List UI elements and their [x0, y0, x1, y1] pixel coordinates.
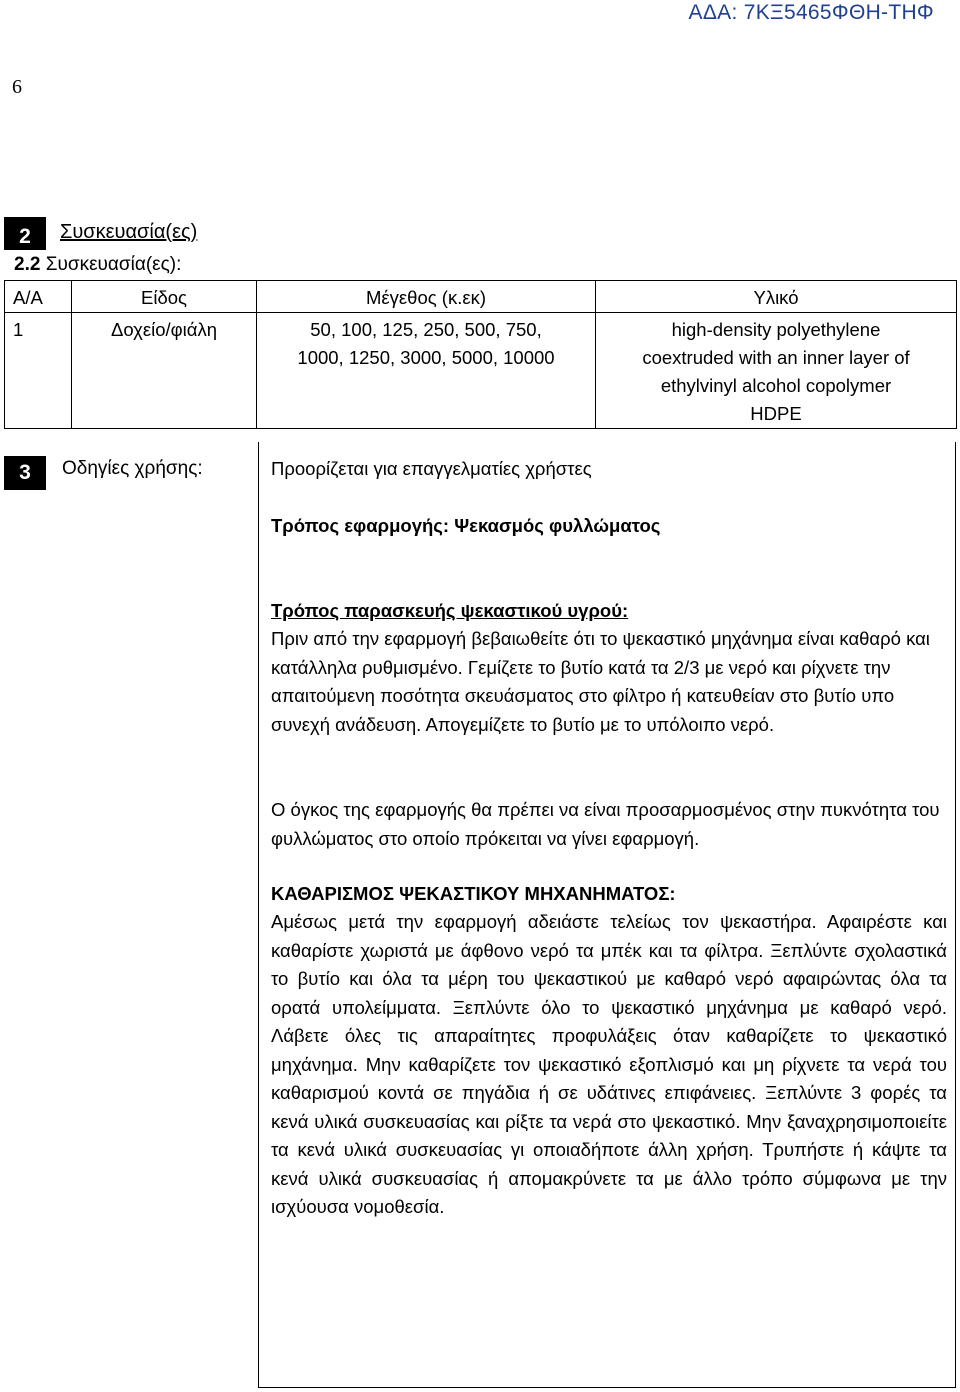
- material-line-1: high-density polyethylene: [671, 319, 881, 340]
- cell-size: [257, 313, 596, 429]
- material-line-3: ethylvinyl alcohol copolymer: [660, 375, 892, 396]
- cell-aa: 1: [5, 313, 72, 429]
- section-3-number: 3: [4, 456, 46, 490]
- header-size: Μέγεθος (κ.εκ): [257, 281, 596, 313]
- material-line-2: coextruded with an inner layer of: [642, 347, 910, 368]
- cleaning-heading: ΚΑΘΑΡΙΣΜΟΣ ΨΕΚΑΣΤΙΚΟΥ ΜΗΧΑΝΗΜΑΤΟΣ:: [271, 883, 676, 904]
- header-material: Υλικό: [596, 281, 957, 313]
- size-line-2: 1000, 1250, 3000, 5000, 10000: [297, 347, 555, 368]
- size-line-1: 50, 100, 125, 250, 500, 750,: [310, 319, 542, 340]
- prep-heading: Τρόπος παρασκευής ψεκαστικού υγρού:: [271, 600, 629, 621]
- subsection-title: Συσκευασία(ες):: [40, 254, 182, 275]
- intended-users: Προορίζεται για επαγγελματίες χρήστες: [271, 458, 592, 479]
- header-aa: Α/Α: [5, 281, 72, 313]
- cell-material: [596, 313, 957, 429]
- subsection-number: 2.2: [14, 254, 41, 275]
- table-header-row: [5, 281, 957, 313]
- prep-text: Πριν από την εφαρμογή βεβαιωθείτε ότι το ψεκαστικό μηχάνημα είναι καθαρό και κατάλληλα ρυθμισμένο. Γεμίζετε το βυτίο κατά τα 2/3 με νερό και ρίχνετε την απαιτούμενη ποσότητα σκευάσματος στο φίλτρο ή κατευθείαν στο βυτίο υπο συνεχή ανάδευση. Απογεμίζετε το βυτίο με το υπόλοιπο νερό.: [271, 628, 930, 735]
- application-method: Τρόπος εφαρμογής: Ψεκασμός φυλλώματος: [271, 515, 661, 536]
- ada-code: ΑΔΑ: 7ΚΞ5465ΦΘΗ-ΤΗΦ: [688, 1, 934, 24]
- page-number: 6: [12, 76, 22, 98]
- material-line-4: HDPE: [750, 403, 802, 424]
- header-type: Είδος: [72, 281, 257, 313]
- section-3: [4, 442, 956, 1382]
- subsection-2-2: [14, 254, 181, 276]
- section-2-title: Συσκευασία(ες): [60, 221, 198, 243]
- packaging-table: [4, 280, 957, 429]
- section-2-header: [4, 212, 956, 250]
- section-3-label: Οδηγίες χρήσης:: [62, 458, 203, 479]
- instructions-box: [258, 442, 956, 1388]
- table-row: [5, 313, 957, 429]
- cell-type: Δοχείο/φιάλη: [72, 313, 257, 429]
- volume-text: Ο όγκος της εφαρμογής θα πρέπει να είναι προσαρμοσμένος στην πυκνότητα του φυλλώματος στο οποίο πρόκειται να γίνει εφαρμογή.: [271, 799, 940, 849]
- cleaning-text: Αμέσως μετά την εφαρμογή αδειάστε τελείως τον ψεκαστήρα. Αφαιρέστε και καθαρίστε χωριστά με άφθονο νερό τα μπέκ και τα φίλτρα. Ξεπλύντε σχολαστικά το βυτίο και όλα τα μέρη του ψεκαστικού με καθαρό νερό αφαιρώντας όλα τα ορατά υπολείμματα. Ξεπλύντε όλο το ψεκαστικό μηχάνημα με καθαρό νερό. Λάβετε όλες τις απαραίτητες προφυλάξεις όταν καθαρίζετε το ψεκαστικό μηχάνημα. Μην καθαρίζετε τον ψεκαστικό εξοπλισμό και μη ρίχνετε τα νερά του καθαρισμού κοντά σε πηγάδια ή σε υδάτινες επιφάνειες. Ξεπλύντε 3 φορές τα κενά υλικά συσκευασίας και ρίξτε τα νερά στο ψεκαστικό. Μην ξαναχρησιμοποιείτε τα κενά υλικά συσκευασίας γι οποιαδήποτε άλλη χρήση. Τρυπήστε ή κάψτε τα κενά υλικά συσκευασίας ή απομακρύνετε τα με άλλο τρόπο σύμφωνα με την ισχύουσα νομοθεσία.: [271, 911, 947, 1217]
- section-2-number: 2: [4, 217, 46, 250]
